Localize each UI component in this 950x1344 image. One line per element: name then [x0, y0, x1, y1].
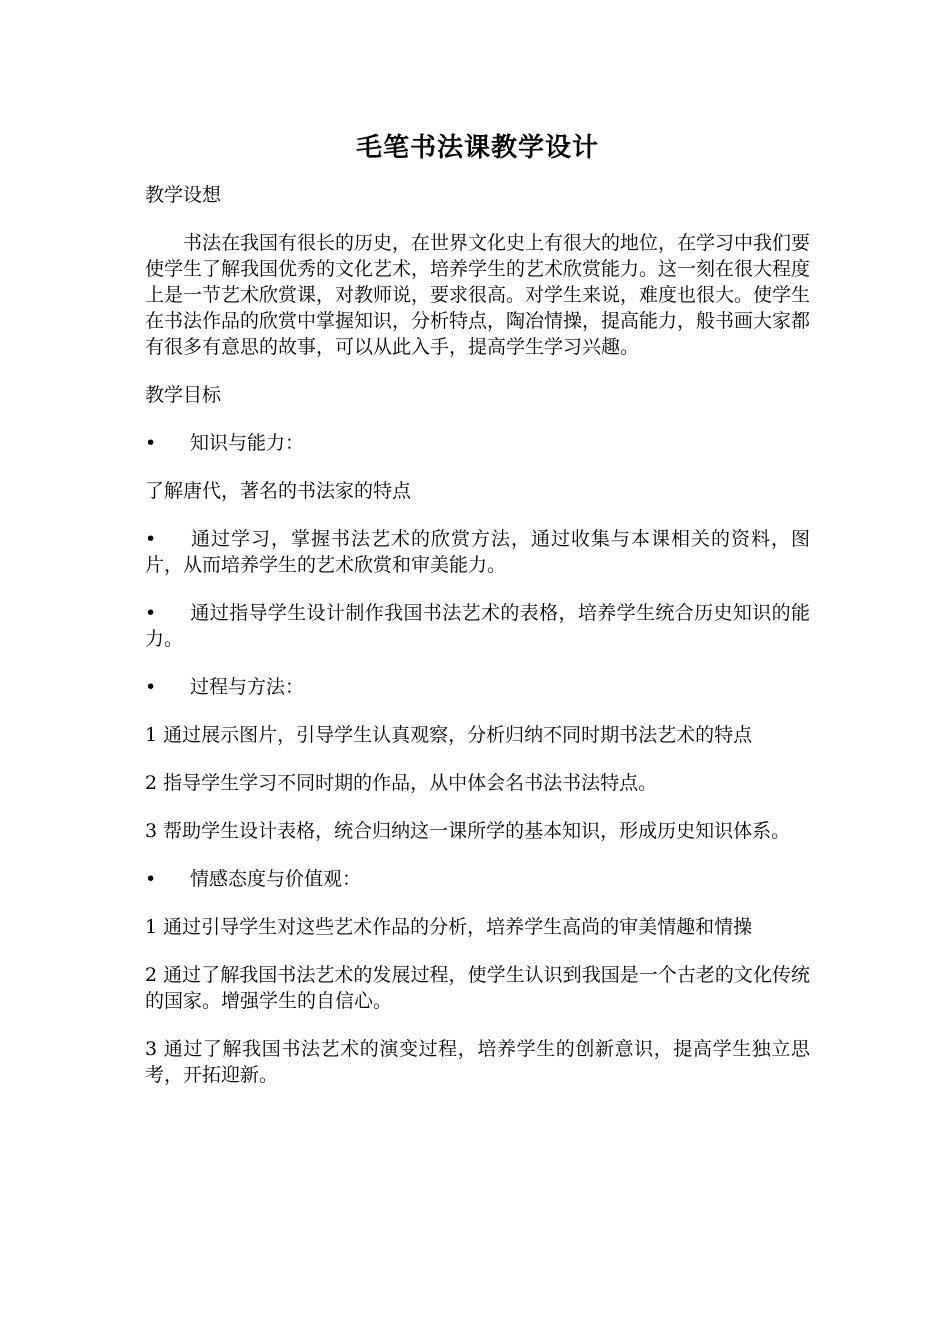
emotion-item-3: 3 通过了解我国书法艺术的演变过程，培养学生的创新意识，提高学生独立思考，开拓迎新。	[145, 1038, 810, 1086]
bullet-icon: •	[145, 528, 157, 550]
knowledge-heading: 知识与能力：	[190, 432, 305, 454]
bullet-icon: •	[145, 432, 157, 454]
section-heading-goals: 教学目标	[145, 384, 222, 406]
document-page	[145, 128, 810, 1110]
process-item-3: 3 帮助学生设计表格，统合归纳这一课所学的基本知识，形成历史知识体系。	[145, 820, 791, 842]
emotion-item-1: 1 通过引导学生对这些艺术作品的分析，培养学生高尚的审美情趣和情操	[145, 916, 753, 938]
bullet-icon: •	[145, 602, 157, 624]
document-title: 毛笔书法课教学设计	[355, 133, 599, 163]
knowledge-item-1-text: 通过学习，掌握书法艺术的欣赏方法，通过收集与本课相关的资料，图片，从而培养学生的艺术欣赏和审美能力。	[145, 528, 810, 576]
emotion-heading: 情感态度与价值观：	[190, 868, 362, 890]
process-item-1: 1 通过展示图片，引导学生认真观察，分析归纳不同时期书法艺术的特点	[145, 724, 753, 746]
bullet-process	[145, 674, 810, 700]
bullet-icon: •	[145, 676, 157, 698]
process-heading: 过程与方法：	[190, 676, 305, 698]
bullet-icon: •	[145, 868, 157, 890]
bullet-knowledge	[145, 430, 810, 456]
bullet-emotion	[145, 866, 810, 892]
knowledge-intro: 了解唐代，著名的书法家的特点	[145, 480, 412, 502]
knowledge-item-2	[145, 600, 810, 652]
process-item-2: 2 指导学生学习不同时期的作品，从中体会名书法书法特点。	[145, 772, 658, 794]
knowledge-item-2-text: 通过指导学生设计制作我国书法艺术的表格，培养学生统合历史知识的能力。	[145, 602, 810, 650]
idea-paragraph: 书法在我国有很长的历史，在世界文化史上有很大的地位，在学习中我们要使学生了解我国优秀的文化艺术，培养学生的艺术欣赏能力。这一刻在很大程度上是一节艺术欣赏课，对教师说，要求很高。对学生来说，难度也很大。使学生在书法作品的欣赏中掌握知识，分析特点，陶冶情操，提高能力，般书画大家都有很多有意思的故事，可以从此入手，提高学生学习兴趣。	[145, 232, 811, 358]
section-heading-idea: 教学设想	[145, 184, 222, 206]
emotion-item-2: 2 通过了解我国书法艺术的发展过程，使学生认识到我国是一个古老的文化传统的国家。增强学生的自信心。	[145, 964, 810, 1012]
knowledge-item-1	[145, 526, 810, 578]
